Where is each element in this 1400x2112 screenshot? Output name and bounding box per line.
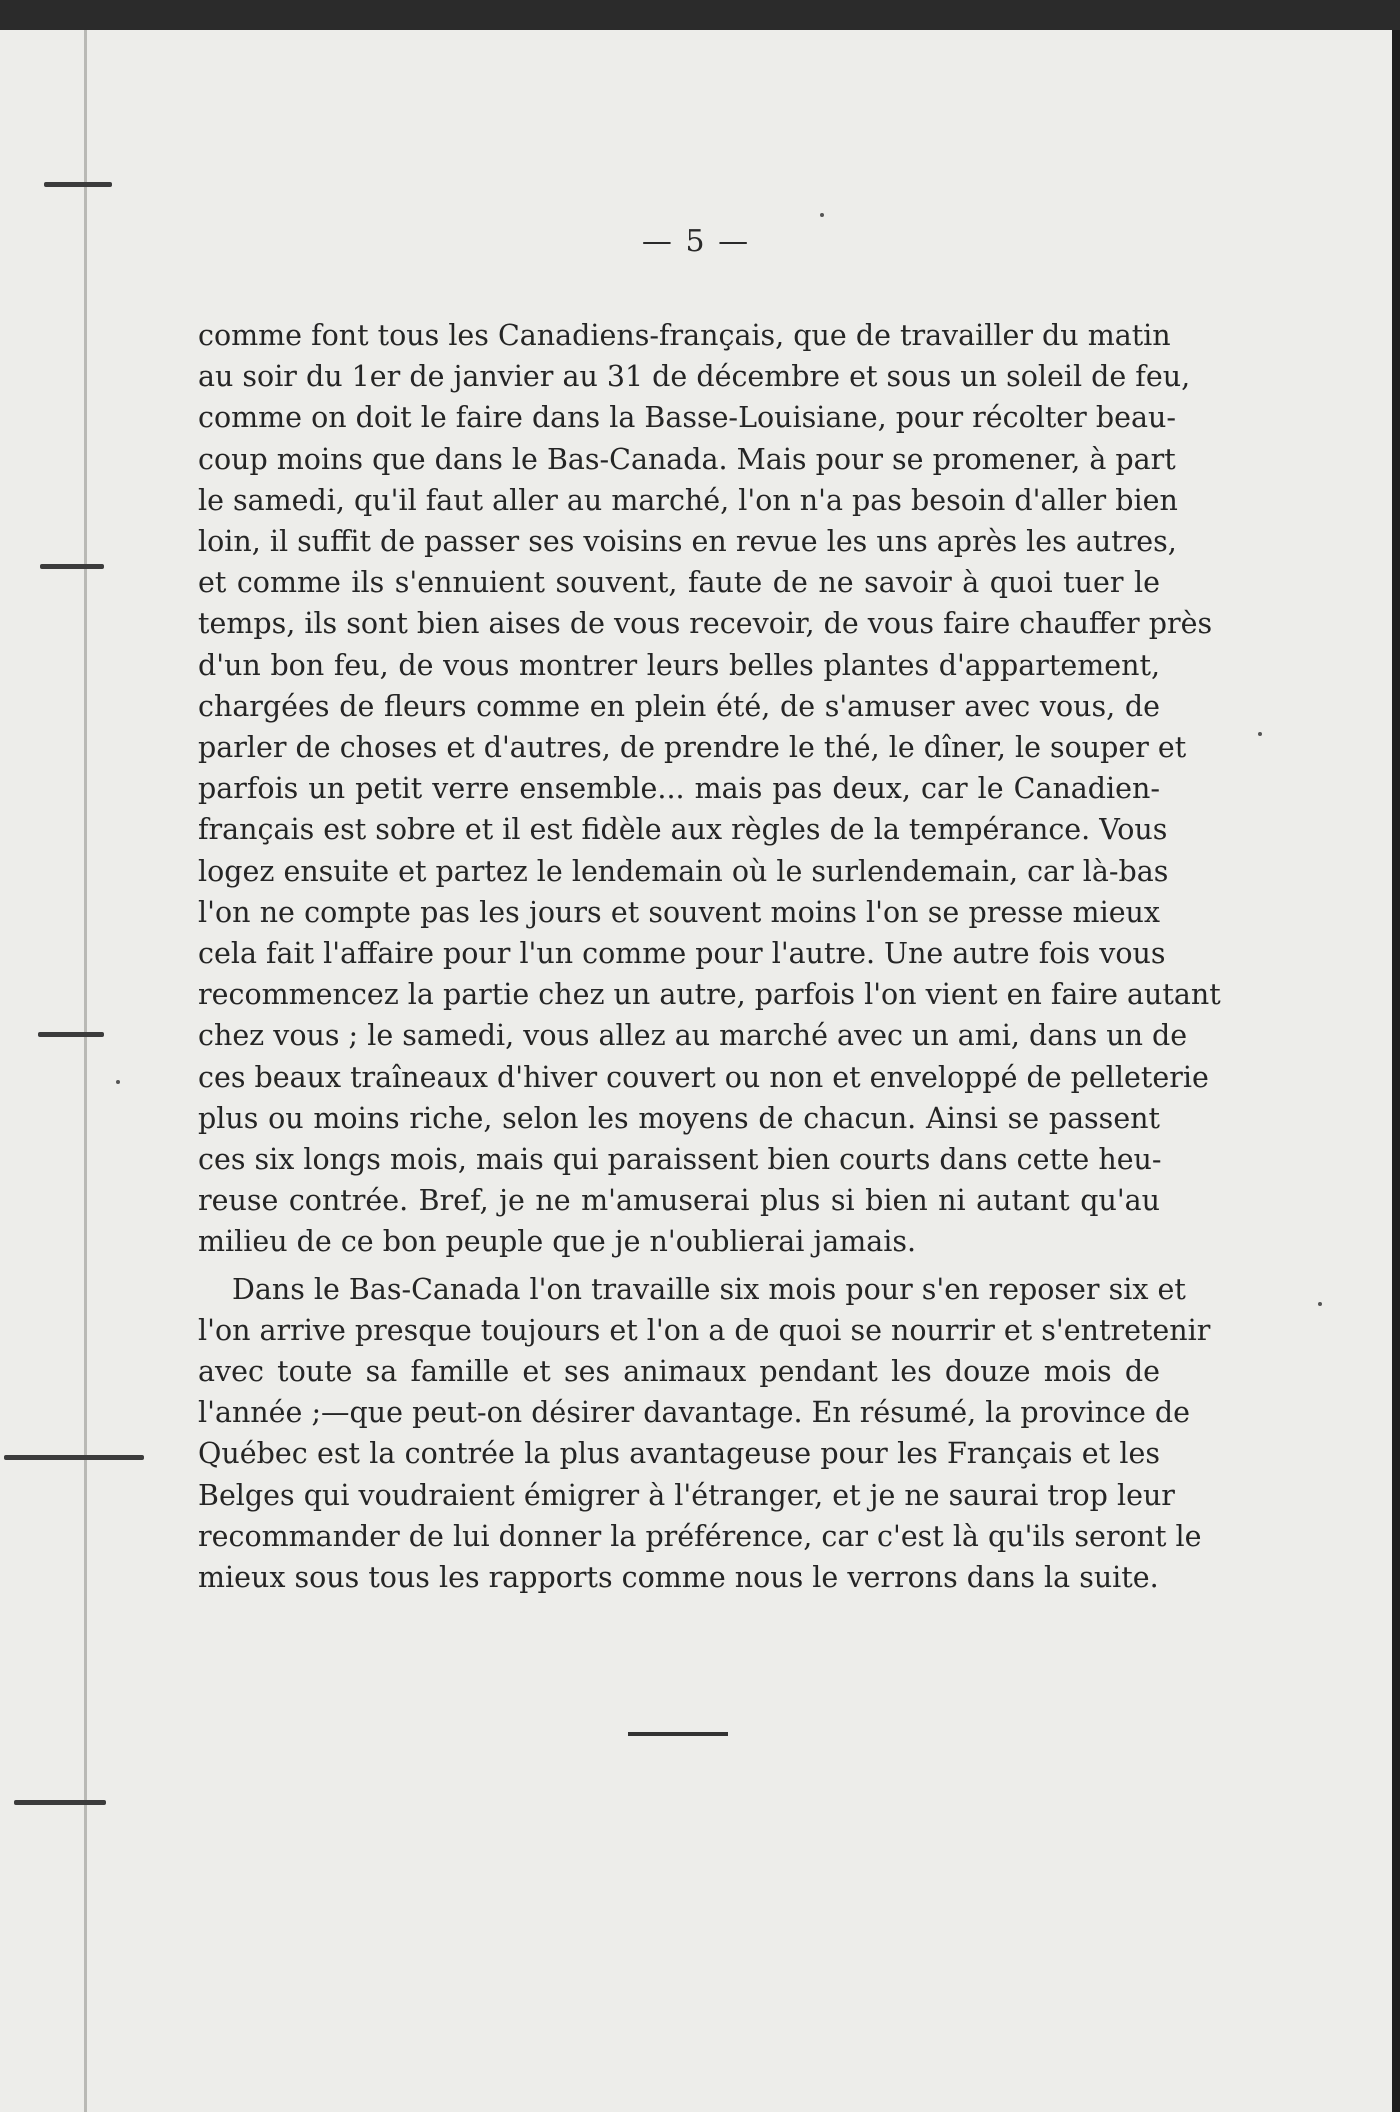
text-line: ces six longs mois, mais qui paraissent bien courts dans cette heu-: [198, 1143, 1162, 1177]
text-line: parler de choses et d'autres, de prendre le thé, le dîner, le souper et: [198, 731, 1187, 765]
text-line: l'on ne compte pas les jours et souvent moins l'on se presse mieux: [198, 895, 1160, 929]
binding-stitch: [38, 1032, 104, 1037]
text-line: l'année ;—que peut-on désirer davantage. En résumé, la province de: [198, 1396, 1191, 1430]
text-line: l'on arrive presque toujours et l'on a de quoi se nourrir et s'entretenir: [198, 1313, 1211, 1347]
text-line: cela fait l'affaire pour l'un comme pour l'autre. Une autre fois vous: [198, 937, 1166, 971]
binding-stitch: [40, 564, 104, 569]
text-line: loin, il suffit de passer ses voisins en revue les uns après les autres,: [198, 525, 1177, 559]
text-line: comme font tous les Canadiens-français, que de travailler du matin: [198, 319, 1171, 352]
paragraph-1: [198, 315, 1221, 1263]
binding-stitch: [14, 1800, 106, 1805]
text-line: plus ou moins riche, selon les moyens de chacun. Ainsi se passent: [198, 1101, 1160, 1135]
text-line: milieu de ce bon peuple que je n'oublierai jamais.: [198, 1225, 917, 1259]
text-line: parfois un petit verre ensemble... mais pas deux, car le Canadien-: [198, 772, 1160, 806]
text-line: le samedi, qu'il faut aller au marché, l'on n'a pas besoin d'aller bien: [198, 483, 1178, 517]
text-line: et comme ils s'ennuient souvent, faute de ne savoir à quoi tuer le: [198, 566, 1160, 600]
page-number: — 5 —: [641, 224, 751, 259]
text-line: Belges qui voudraient émigrer à l'étranger, et je ne saurai trop leur: [198, 1478, 1175, 1512]
text-line: coup moins que dans le Bas-Canada. Mais pour se promener, à part: [198, 442, 1176, 476]
text-line: reuse contrée. Bref, je ne m'amuserai plus si bien ni autant qu'au: [198, 1184, 1160, 1218]
end-rule: [628, 1732, 728, 1736]
text-line: Québec est la contrée la plus avantageuse pour les Français et les: [198, 1437, 1160, 1471]
text-line: recommander de lui donner la préférence, car c'est là qu'ils seront le: [198, 1519, 1202, 1553]
paragraph-2: [198, 1269, 1211, 1599]
body-text: [198, 315, 1221, 1598]
text-line: français est sobre et il est fidèle aux règles de la tempérance. Vous: [198, 813, 1168, 847]
text-line: temps, ils sont bien aises de vous recevoir, de vous faire chauffer près: [198, 607, 1213, 641]
paper-speck: [116, 1080, 120, 1084]
paper-speck: [1258, 732, 1262, 736]
text-line: Dans le Bas-Canada l'on travaille six mois pour s'en reposer six et: [232, 1272, 1186, 1306]
text-line: avec toute sa famille et ses animaux pendant les douze mois de: [198, 1355, 1160, 1389]
text-line: comme on doit le faire dans la Basse-Louisiane, pour récolter beau-: [198, 401, 1176, 435]
scanned-page: [0, 30, 1392, 2112]
text-line: recommencez la partie chez un autre, parfois l'on vient en faire autant: [198, 978, 1221, 1012]
text-line: ces beaux traîneaux d'hiver couvert ou non et enveloppé de pelleterie: [198, 1060, 1209, 1094]
text-line: chez vous ; le samedi, vous allez au marché avec un ami, dans un de: [198, 1019, 1188, 1053]
text-line: chargées de fleurs comme en plein été, de s'amuser avec vous, de: [198, 689, 1160, 723]
page-edge-shadow: [1392, 30, 1400, 2112]
text-line: mieux sous tous les rapports comme nous le verrons dans la suite.: [198, 1561, 1159, 1595]
paper-speck: [1318, 1302, 1322, 1306]
text-line: au soir du 1er de janvier au 31 de décembre et sous un soleil de feu,: [198, 360, 1191, 394]
paper-speck: [820, 213, 824, 217]
text-line: logez ensuite et partez le lendemain où le surlendemain, car là-bas: [198, 854, 1169, 888]
binding-stitch: [4, 1455, 144, 1460]
binding-stitch: [44, 182, 112, 187]
text-line: d'un bon feu, de vous montrer leurs belles plantes d'appartement,: [198, 648, 1160, 682]
